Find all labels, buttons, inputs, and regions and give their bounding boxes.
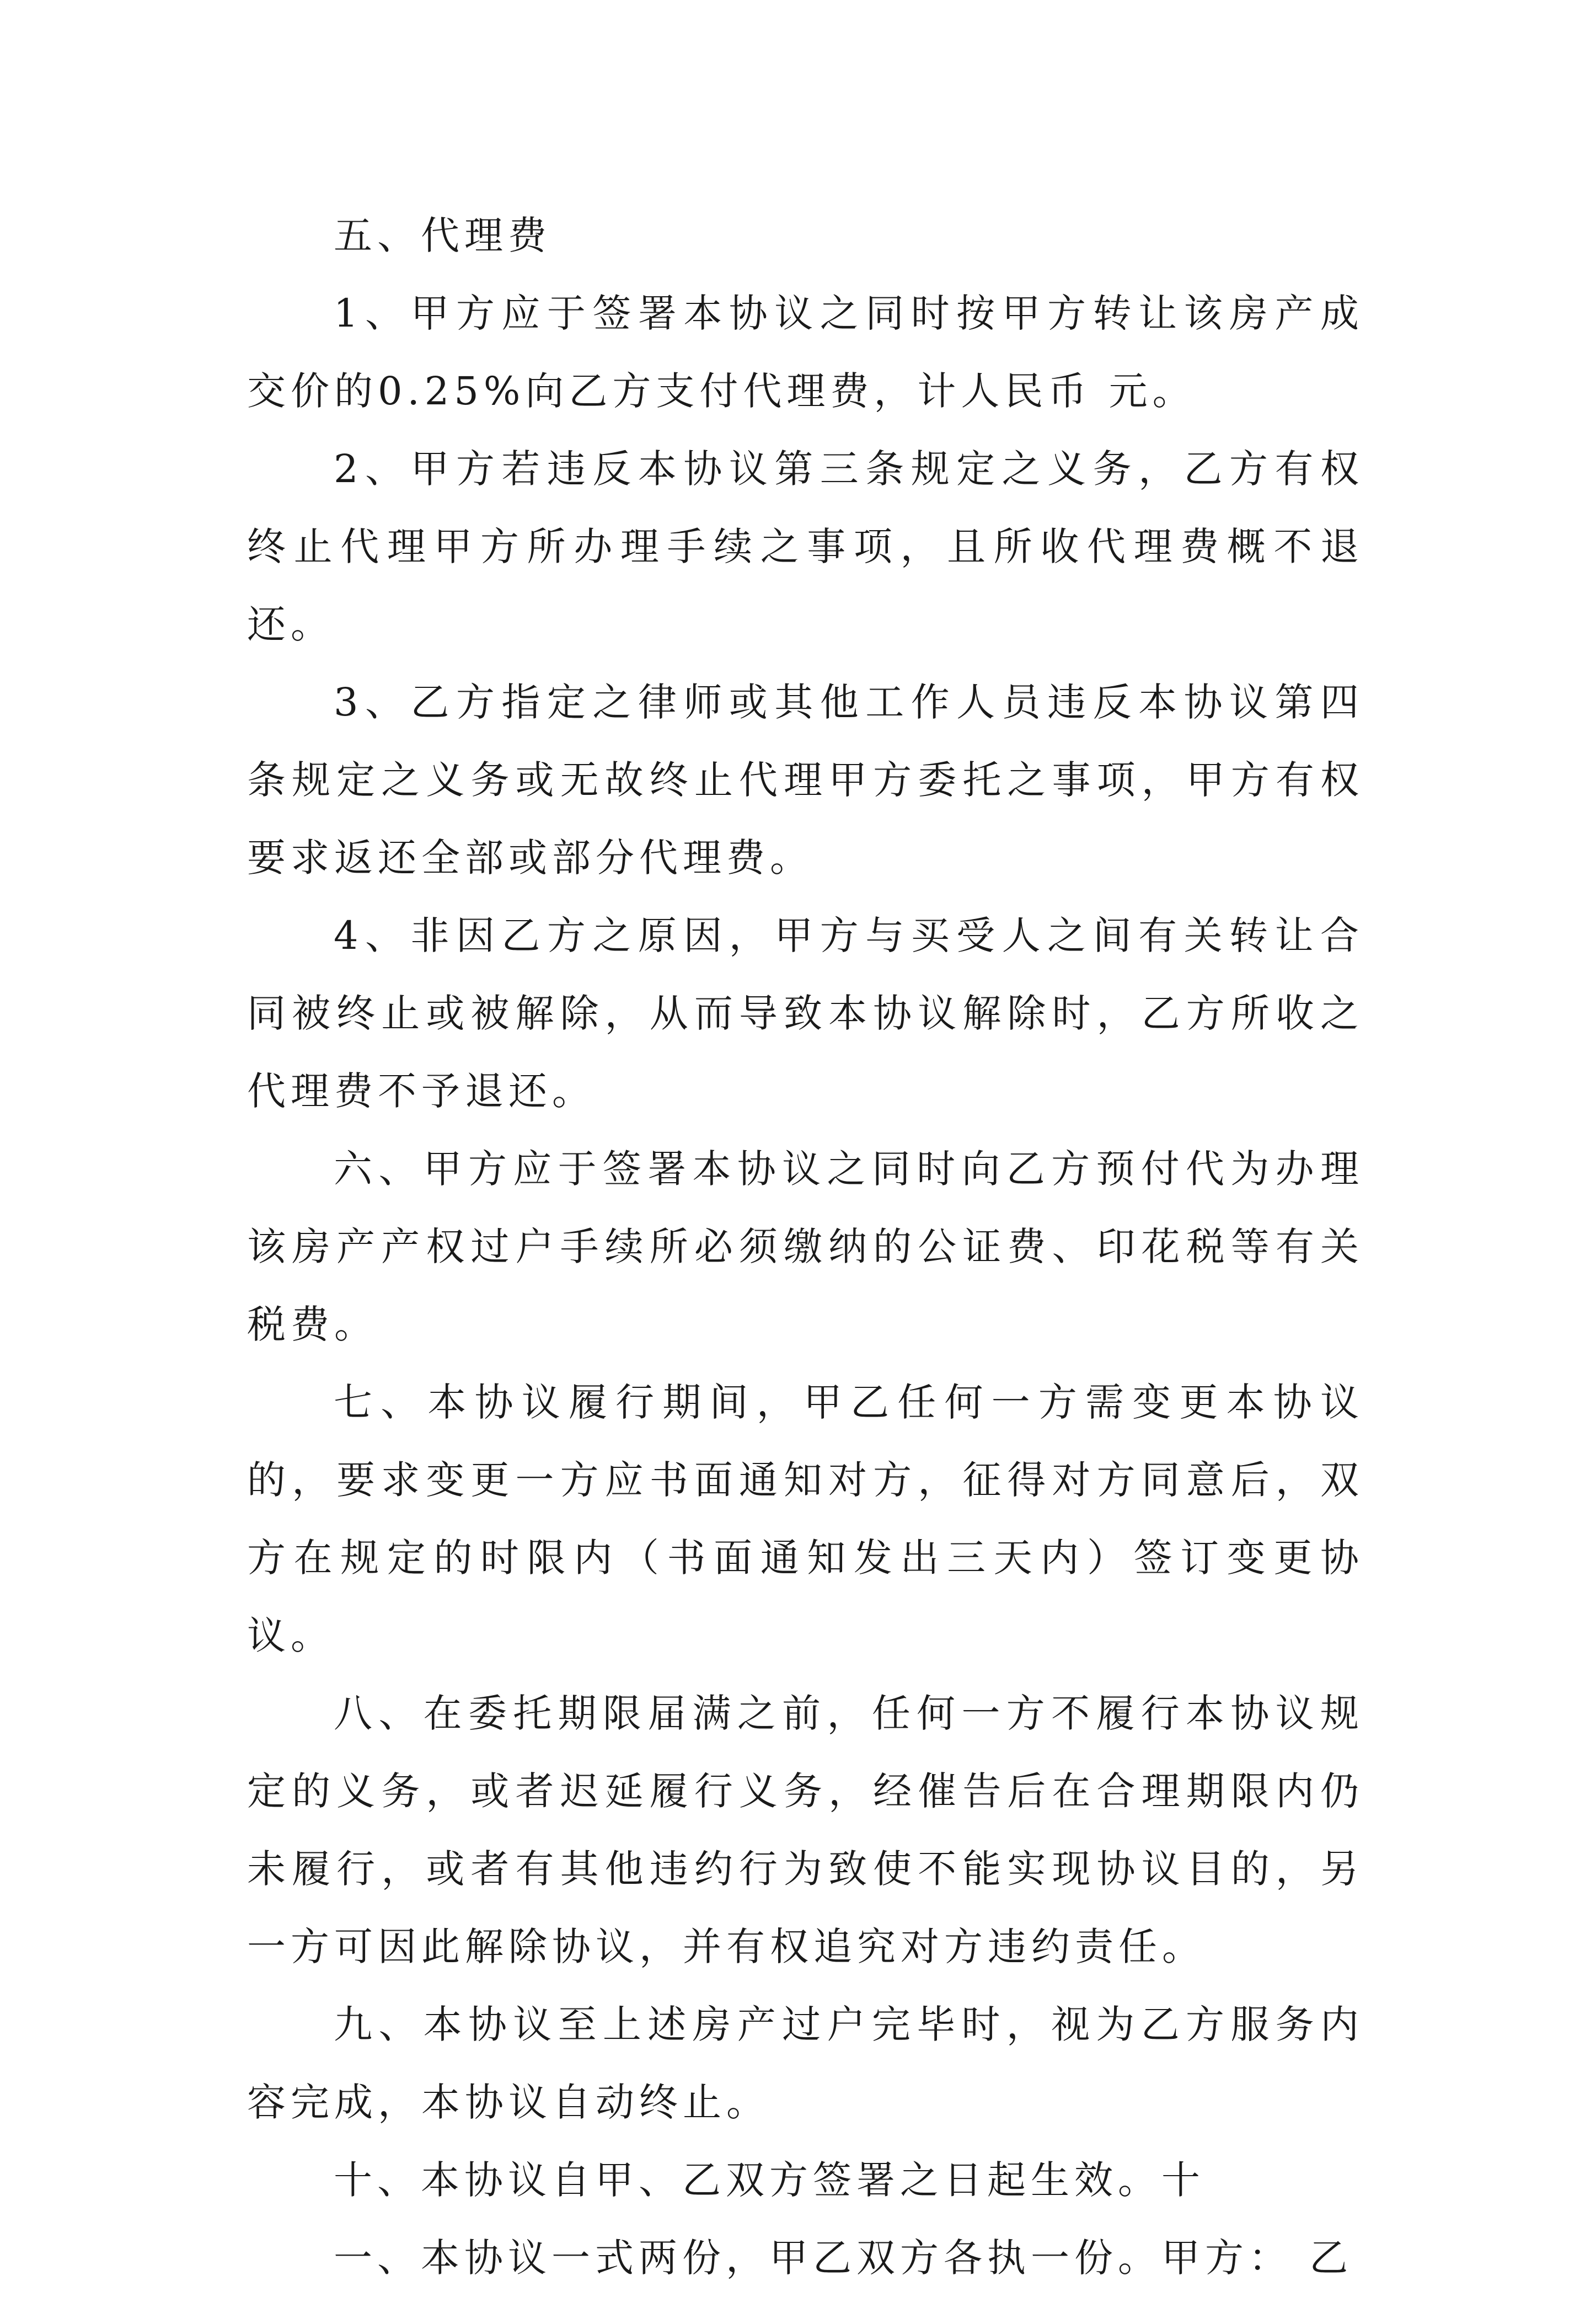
- clause-5-1: 1、甲方应于签署本协议之同时按甲方转让该房产成交价的0.25%向乙方支付代理费，计人民币 元。: [247, 291, 1364, 414]
- clause-8: 八、在委托期限届满之前，任何一方不履行本协议规定的义务，或者迟延履行义务，经催告后在合理期限内仍未履行，或者有其他违约行为致使不能实现协议目的，另一方可因此解除协议，并有权追究对方违约责任。: [247, 1691, 1364, 1969]
- clause-5-3: 3、乙方指定之律师或其他工作人员违反本协议第四条规定之义务或无故终止代理甲方委托之事项，甲方有权要求返还全部或部分代理费。: [247, 680, 1364, 880]
- document-body: [247, 197, 1364, 2297]
- clause-10: 十、本协议自甲、乙双方签署之日起生效。十: [334, 2157, 1205, 2203]
- clause-5-2: 2、甲方若违反本协议第三条规定之义务，乙方有权终止代理甲方所办理手续之事项，且所收代理费概不退还。: [247, 446, 1364, 647]
- clause-6: 六、甲方应于签署本协议之同时向乙方预付代为办理该房产产权过户手续所必须缴纳的公证费、印花税等有关税费。: [247, 1146, 1364, 1347]
- clause-5-4: 4、非因乙方之原因，甲方与买受人之间有关转让合同被终止或被解除，从而导致本协议解除时，乙方所收之代理费不予退还。: [247, 913, 1364, 1114]
- section-heading-agency-fee: 五、代理费: [334, 213, 551, 258]
- clause-11: 一、本协议一式两份，甲乙双方各执一份。甲方： 乙: [334, 2235, 1353, 2280]
- clause-9: 九、本协议至上述房产过户完毕时，视为乙方服务内容完成，本协议自动终止。: [247, 2002, 1364, 2125]
- clause-7: 七、本协议履行期间，甲乙任何一方需变更本协议的，要求变更一方应书面通知对方，征得对方同意后，双方在规定的时限内（书面通知发出三天内）签订变更协议。: [247, 1380, 1364, 1658]
